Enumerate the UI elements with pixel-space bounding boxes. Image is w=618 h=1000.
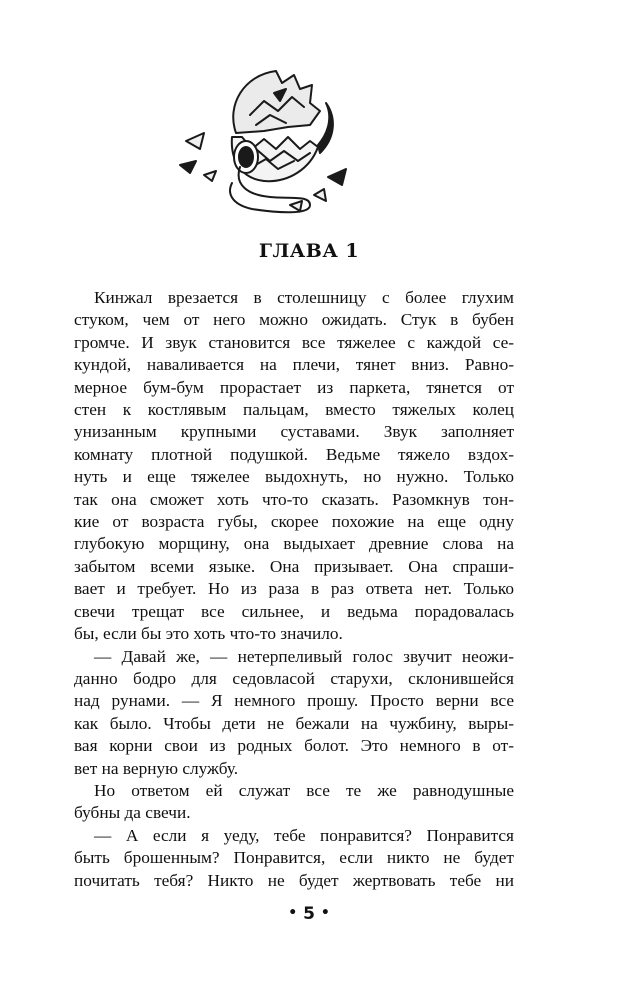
text-line: Но ответом ей служат все те же равнодушные [94, 780, 514, 800]
text-line: бубны да свечи. [74, 803, 191, 823]
text-line: так она сможет хоть что-то сказать. Разомкнув тон- [74, 489, 514, 509]
paragraph-2 [74, 646, 514, 780]
page-ornament-left: • [288, 905, 298, 921]
paragraph-3 [74, 780, 514, 825]
text-line: забытом всеми языке. Она призывает. Она спраши- [74, 556, 514, 576]
text-line: мерное бум-бум прорастает из паркета, тянется от [74, 377, 514, 397]
text-line: вет на верную службу. [74, 758, 239, 778]
text-line: унизанным крупными суставами. Звук заполняет [74, 422, 514, 442]
text-line: стен к костлявым пальцам, вместо тяжелых колец [74, 400, 514, 420]
chapter-title: ГЛАВА 1 [258, 240, 360, 262]
page-number [0, 904, 618, 924]
text-line: данно бодро для седовласой старухи, склонившейся [74, 668, 514, 688]
text-line: стуком, чем от него можно ожидать. Стук в бубен [74, 310, 514, 330]
page-ornament-right: • [320, 905, 330, 921]
page-number-value: 5 [303, 904, 315, 924]
paragraph-4 [74, 825, 514, 892]
text-line: кундой, наваливается на плечи, тянет вниз. Равно- [74, 355, 514, 375]
text-line: почитать тебя? Никто не будет жертвовать тебе ни [74, 870, 514, 890]
paragraph-1 [74, 287, 514, 646]
text-line: громче. И звук становится все тяжелее с каждой се- [74, 332, 514, 352]
text-line: вая корни свои из родных болот. Это немного в от- [74, 736, 514, 756]
text-line: — А если я уеду, тебе понравится? Понравится [94, 825, 514, 845]
text-line: Кинжал врезается в столешницу с более глухим [94, 288, 514, 307]
chapter-illustration [160, 45, 370, 225]
text-line: вает и требует. Но из раза в раз ответа нет. Только [74, 579, 514, 599]
text-line: — Давай же, — нетерпеливый голос звучит неожи- [94, 646, 514, 666]
text-line: глубокую морщину, она выдыхает древние слова на [74, 534, 514, 554]
chapter-body [74, 287, 514, 892]
text-line: бы, если бы это хоть что-то значило. [74, 624, 343, 644]
text-line: кие от возраста губы, скорее похожие на еще одну [74, 512, 514, 532]
text-line: комнату плотной подушкой. Ведьме тяжело вздох- [74, 444, 514, 464]
text-line: свечи трещат все сильнее, и ведьма порадовалась [74, 601, 514, 621]
text-line: над рунами. — Я немного прошу. Просто верни все [74, 691, 514, 711]
broken-egg-ornament-icon [160, 45, 370, 225]
text-line: как было. Чтобы дети не бежали на чужбину, выры- [74, 713, 514, 733]
text-line: быть брошенным? Понравится, если никто не будет [74, 848, 514, 868]
text-line: нуть и еще тяжелее выдохнуть, но нужно. Только [74, 467, 514, 487]
